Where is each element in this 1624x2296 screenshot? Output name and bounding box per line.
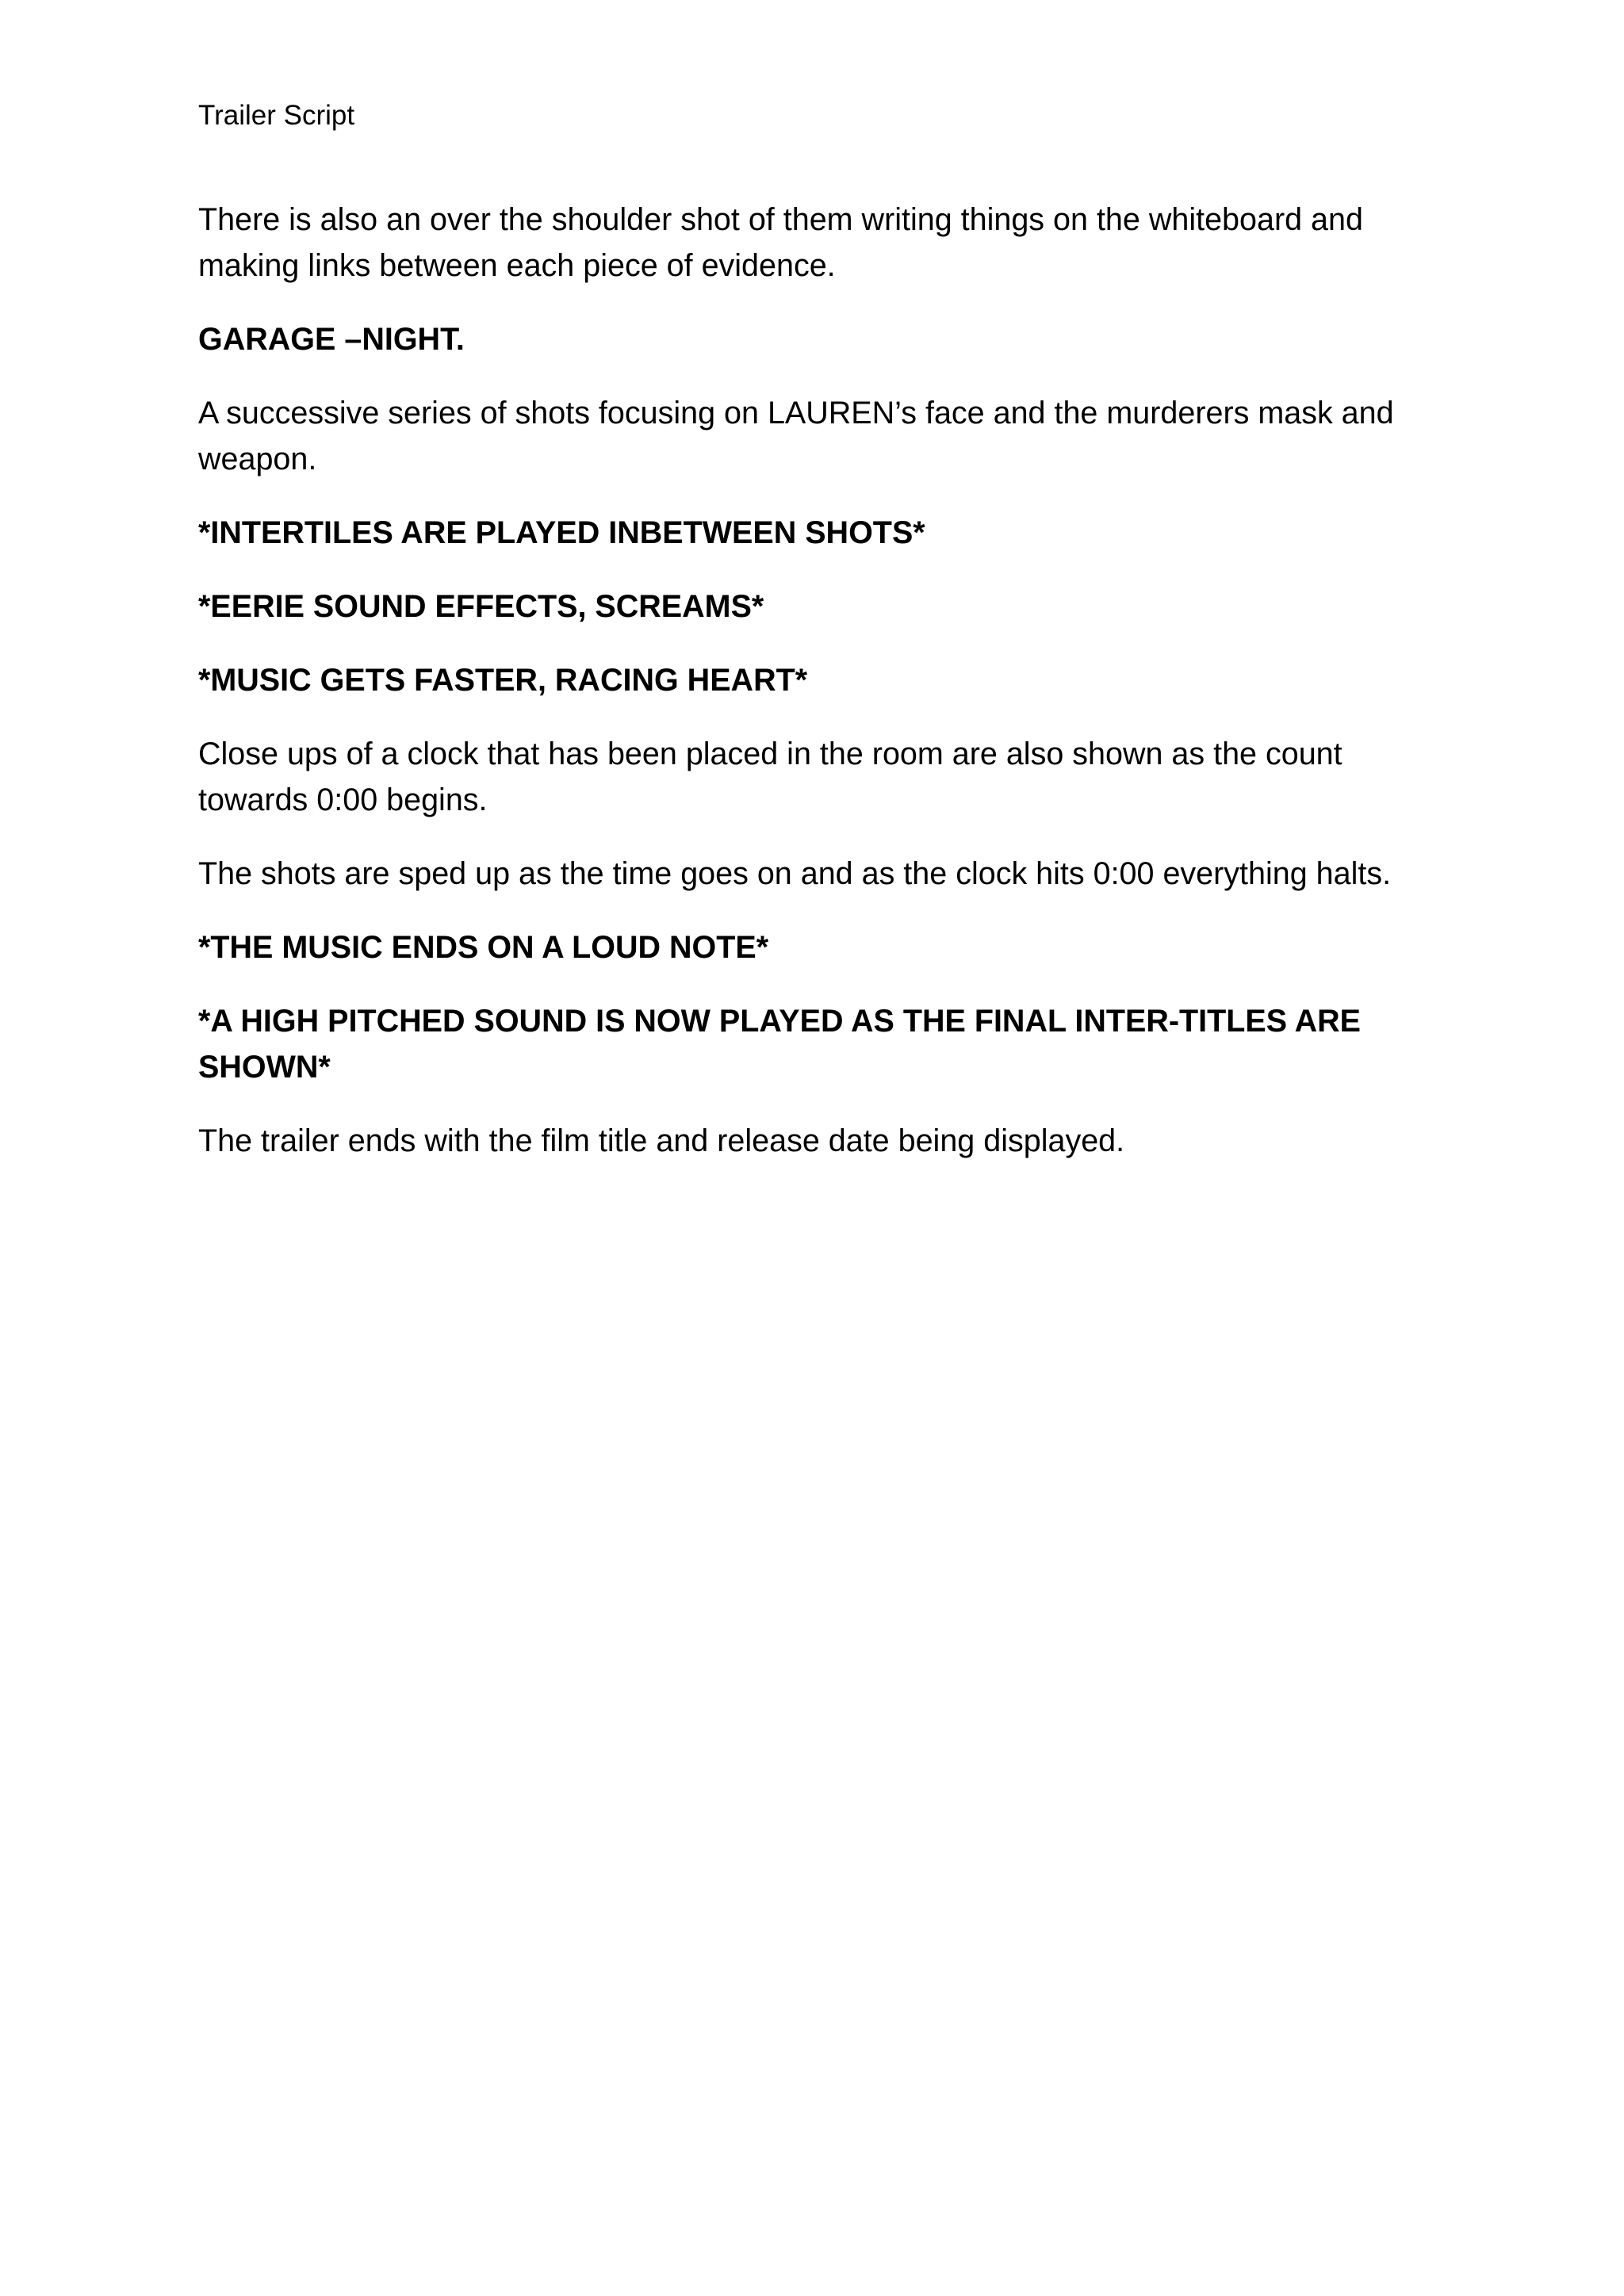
paragraph-whiteboard: There is also an over the shoulder shot of them writing things on the whiteboard and making links between each piece of evidence. [198,202,1363,283]
paragraph-shots: A successive series of shots focusing on LAUREN’s face and the murderers mask and weapon. [198,396,1394,476]
direction-intertitles: *INTERTILES ARE PLAYED INBETWEEN SHOTS* [198,515,925,550]
direction-sound-effects: *EERIE SOUND EFFECTS, SCREAMS* [198,589,764,624]
scene-heading: GARAGE –NIGHT. [198,322,465,357]
paragraph-clock: Close ups of a clock that has been placed in the room are also shown as the count towards 0:00 begins. [198,737,1342,817]
direction-high-pitch: *A HIGH PITCHED SOUND IS NOW PLAYED AS THE FINAL INTER-TITLES ARE SHOWN* [198,1004,1361,1085]
paragraph-ending: The trailer ends with the film title and release date being displayed. [198,1123,1125,1158]
document-body [198,197,1435,1192]
direction-music-end: *THE MUSIC ENDS ON A LOUD NOTE* [198,930,769,965]
paragraph-speed: The shots are sped up as the time goes on and as the clock hits 0:00 everything halts. [198,856,1392,891]
page-header: Trailer Script [198,100,355,131]
direction-music: *MUSIC GETS FASTER, RACING HEART* [198,663,808,698]
